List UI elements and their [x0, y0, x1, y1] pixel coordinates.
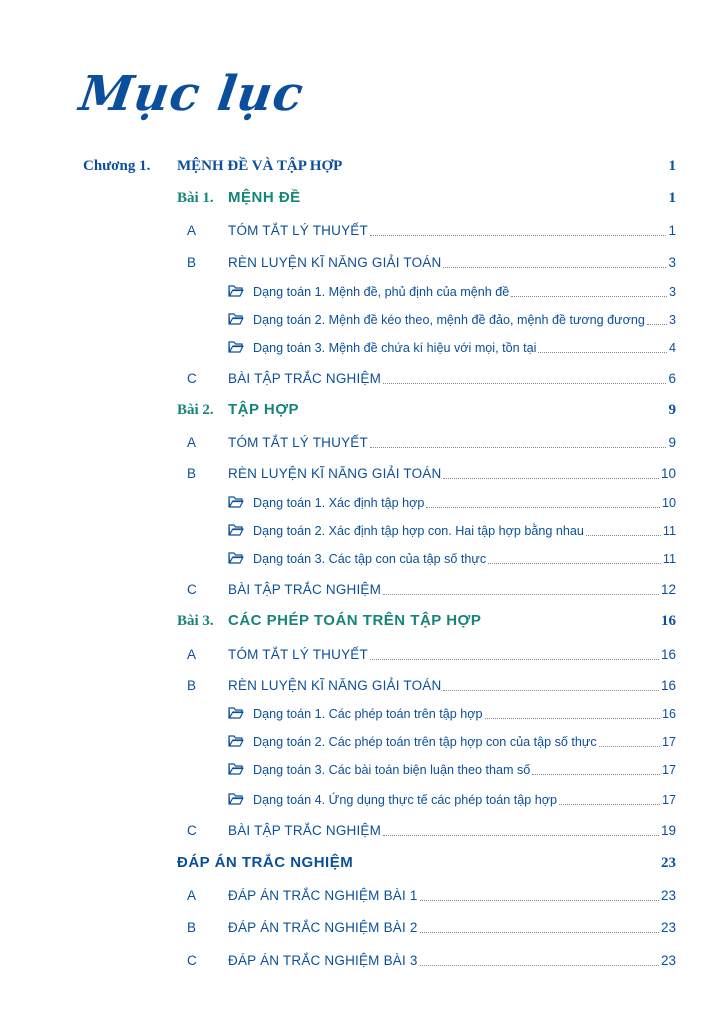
section-label: C: [187, 371, 197, 386]
open-folder-icon: [228, 551, 244, 565]
toc-section[interactable]: [0, 917, 725, 939]
section-page: 23: [660, 953, 676, 968]
toc-section[interactable]: [0, 820, 725, 842]
dang-toan-page: 4: [668, 341, 676, 355]
toc-section[interactable]: [0, 885, 725, 907]
section-title: BÀI TẬP TRẮC NGHIỆM: [228, 371, 382, 386]
lesson-title: MỆNH ĐỀ: [228, 189, 301, 206]
leader-dots: [383, 835, 659, 836]
section-page: 16: [660, 647, 676, 662]
dang-toan-page: 17: [661, 735, 676, 749]
section-page: 12: [660, 582, 676, 597]
toc-section[interactable]: [0, 220, 725, 242]
section-label: C: [187, 953, 197, 968]
section-label: A: [187, 888, 197, 903]
answers-title: ĐÁP ÁN TRẮC NGHIỆM: [177, 854, 354, 871]
open-folder-icon: [228, 734, 244, 748]
toc-section[interactable]: [0, 432, 725, 454]
lesson-label: Bài 1.: [177, 190, 214, 206]
section-page: 19: [660, 823, 676, 838]
dang-toan-page: 3: [668, 313, 676, 327]
open-folder-icon: [228, 792, 244, 806]
dang-toan-title: Dạng toán 4. Ứng dụng thực tế các phép toán tập hợp: [253, 793, 558, 807]
section-title: BÀI TẬP TRẮC NGHIỆM: [228, 582, 382, 597]
toc-dang-toan[interactable]: [0, 731, 725, 753]
dang-toan-title: Dạng toán 3. Các tập con của tập số thực: [253, 552, 487, 566]
leader-dots: [443, 267, 666, 268]
leader-dots: [647, 324, 667, 325]
leader-dots: [443, 690, 659, 691]
toc-dang-toan[interactable]: [0, 281, 725, 303]
leader-dots: [383, 594, 659, 595]
toc-section[interactable]: [0, 463, 725, 485]
section-page: 10: [660, 466, 676, 481]
leader-dots: [420, 965, 659, 966]
dang-toan-page: 10: [661, 496, 676, 510]
toc-section[interactable]: [0, 644, 725, 666]
toc-dang-toan[interactable]: [0, 520, 725, 542]
toc-dang-toan[interactable]: [0, 759, 725, 781]
toc-dang-toan[interactable]: [0, 492, 725, 514]
page-title: Mục lục: [76, 66, 308, 122]
toc-section[interactable]: [0, 252, 725, 274]
leader-dots: [559, 804, 660, 805]
dang-toan-page: 17: [661, 793, 676, 807]
leader-dots: [538, 352, 667, 353]
leader-dots: [370, 659, 659, 660]
dang-toan-title: Dạng toán 3. Mệnh đề chứa kí hiệu với mọi, tồn tại: [253, 341, 537, 355]
dang-toan-title: Dạng toán 2. Mệnh đề kéo theo, mệnh đề đảo, mệnh đề tương đương: [253, 313, 645, 327]
leader-dots: [511, 296, 667, 297]
leader-dots: [370, 235, 667, 236]
leader-dots: [443, 478, 659, 479]
section-title: RÈN LUYỆN KĨ NĂNG GIẢI TOÁN: [228, 678, 442, 693]
lesson-label: Bài 3.: [177, 613, 214, 629]
section-page: 23: [660, 920, 676, 935]
toc-dang-toan[interactable]: [0, 789, 725, 811]
leader-dots: [532, 774, 660, 775]
open-folder-icon: [228, 762, 244, 776]
section-label: A: [187, 435, 197, 450]
dang-toan-page: 11: [662, 552, 676, 566]
toc-answers[interactable]: [0, 852, 725, 874]
dang-toan-page: 17: [661, 763, 676, 777]
section-page: 23: [660, 888, 676, 903]
leader-dots: [488, 563, 661, 564]
toc-dang-toan[interactable]: [0, 703, 725, 725]
open-folder-icon: [228, 312, 244, 326]
toc-section[interactable]: [0, 950, 725, 972]
chapter-page: 1: [668, 158, 676, 174]
dang-toan-page: 3: [668, 285, 676, 299]
open-folder-icon: [228, 523, 244, 537]
toc-chapter-1[interactable]: [0, 155, 725, 177]
open-folder-icon: [228, 284, 244, 298]
section-title: BÀI TẬP TRẮC NGHIỆM: [228, 823, 382, 838]
toc-section[interactable]: [0, 579, 725, 601]
toc-dang-toan[interactable]: [0, 309, 725, 331]
section-title: TÓM TẮT LÝ THUYẾT: [228, 647, 368, 662]
dang-toan-title: Dạng toán 3. Các bài toán biện luận theo tham số: [253, 763, 531, 777]
lesson-page: 16: [661, 613, 676, 629]
dang-toan-title: Dạng toán 2. Các phép toán trên tập hợp con của tập số thực: [253, 735, 597, 749]
section-page: 6: [668, 371, 676, 386]
section-label: B: [187, 920, 197, 935]
section-label: C: [187, 823, 197, 838]
toc-lesson-2[interactable]: [0, 399, 725, 421]
toc-lesson-1[interactable]: [0, 187, 725, 209]
section-label: C: [187, 582, 197, 597]
leader-dots: [586, 535, 661, 536]
section-page: 9: [668, 435, 676, 450]
section-title: ĐÁP ÁN TRẮC NGHIỆM BÀI 1: [228, 888, 418, 903]
dang-toan-page: 11: [662, 524, 676, 538]
leader-dots: [599, 746, 660, 747]
section-label: B: [187, 255, 197, 270]
open-folder-icon: [228, 495, 244, 509]
leader-dots: [426, 507, 660, 508]
open-folder-icon: [228, 706, 244, 720]
section-page: 16: [660, 678, 676, 693]
leader-dots: [370, 447, 667, 448]
answers-page: 23: [661, 855, 676, 871]
lesson-page: 1: [668, 190, 676, 206]
dang-toan-title: Dạng toán 1. Mệnh đề, phủ định của mệnh đề: [253, 285, 510, 299]
lesson-page: 9: [668, 402, 676, 418]
leader-dots: [485, 718, 660, 719]
lesson-title: CÁC PHÉP TOÁN TRÊN TẬP HỢP: [228, 612, 482, 629]
leader-dots: [420, 900, 659, 901]
dang-toan-title: Dạng toán 2. Xác định tập hợp con. Hai tập hợp bằng nhau: [253, 524, 584, 538]
lesson-label: Bài 2.: [177, 402, 214, 418]
section-title: RÈN LUYỆN KĨ NĂNG GIẢI TOÁN: [228, 255, 442, 270]
toc-dang-toan[interactable]: [0, 337, 725, 359]
section-title: ĐÁP ÁN TRẮC NGHIỆM BÀI 2: [228, 920, 418, 935]
section-label: A: [187, 223, 197, 238]
section-title: TÓM TẮT LÝ THUYẾT: [228, 223, 368, 238]
toc-dang-toan[interactable]: [0, 548, 725, 570]
section-page: 3: [668, 255, 676, 270]
section-title: TÓM TẮT LÝ THUYẾT: [228, 435, 368, 450]
dang-toan-title: Dạng toán 1. Xác định tập hợp: [253, 496, 425, 510]
lesson-title: TẬP HỢP: [228, 401, 300, 418]
section-label: A: [187, 647, 197, 662]
toc-lesson-3[interactable]: [0, 610, 725, 632]
chapter-title: MỆNH ĐỀ VÀ TẬP HỢP: [177, 158, 343, 174]
section-label: B: [187, 678, 197, 693]
open-folder-icon: [228, 340, 244, 354]
toc-section[interactable]: [0, 368, 725, 390]
dang-toan-title: Dạng toán 1. Các phép toán trên tập hợp: [253, 707, 483, 721]
section-label: B: [187, 466, 197, 481]
dang-toan-page: 16: [661, 707, 676, 721]
section-title: ĐÁP ÁN TRẮC NGHIỆM BÀI 3: [228, 953, 418, 968]
section-page: 1: [668, 223, 676, 238]
toc-section[interactable]: [0, 675, 725, 697]
leader-dots: [420, 932, 659, 933]
chapter-label: Chương 1.: [83, 158, 151, 174]
section-title: RÈN LUYỆN KĨ NĂNG GIẢI TOÁN: [228, 466, 442, 481]
leader-dots: [383, 383, 666, 384]
